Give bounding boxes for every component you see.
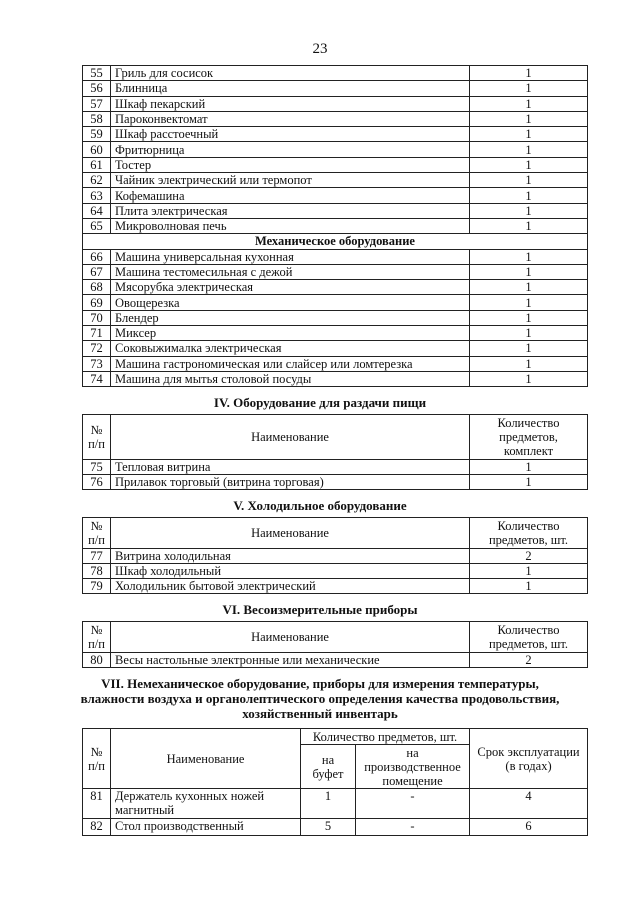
- row-quantity: 1: [470, 188, 588, 203]
- page-number: 23: [312, 41, 328, 57]
- table-row: [83, 653, 588, 668]
- row-quantity: 1: [470, 142, 588, 157]
- header-buffet: на буфет: [301, 745, 356, 789]
- row-number: 64: [83, 203, 111, 218]
- row-number: 60: [83, 142, 111, 157]
- row-number: 73: [83, 356, 111, 371]
- row-name: Машина гастрономическая или слайсер или ломтерезка: [111, 356, 470, 371]
- row-name: Прилавок торговый (витрина торговая): [111, 475, 470, 490]
- header-name: Наименование: [111, 415, 470, 460]
- row-name: Фритюрница: [111, 142, 470, 157]
- row-name: Тепловая витрина: [111, 460, 470, 475]
- row-number: 71: [83, 326, 111, 341]
- row-buffet: 1: [301, 789, 356, 819]
- row-quantity: 1: [470, 371, 588, 386]
- row-quantity: 1: [470, 356, 588, 371]
- table-row: [83, 310, 588, 325]
- table-row: [83, 173, 588, 188]
- table-row: [83, 475, 588, 490]
- row-name: Весы настольные электронные или механические: [111, 653, 470, 668]
- row-number: 80: [83, 653, 111, 668]
- table-row: [83, 127, 588, 142]
- row-quantity: 1: [470, 310, 588, 325]
- row-quantity: 1: [470, 127, 588, 142]
- row-number: 68: [83, 280, 111, 295]
- row-quantity: 1: [470, 460, 588, 475]
- row-number: 78: [83, 564, 111, 579]
- row-number: 61: [83, 157, 111, 172]
- table-row: [83, 280, 588, 295]
- row-number: 62: [83, 173, 111, 188]
- header-number: № п/п: [83, 729, 111, 789]
- header-quantity: Количество предметов, комплект: [470, 415, 588, 460]
- row-name: Чайник электрический или термопот: [111, 173, 470, 188]
- row-quantity: 1: [470, 111, 588, 126]
- section-7-table: [82, 728, 588, 836]
- table-row: [83, 341, 588, 356]
- section-7-title-line3: хозяйственный инвентарь: [242, 706, 398, 721]
- table-row: [83, 142, 588, 157]
- section-4-table: [82, 414, 588, 490]
- row-number: 56: [83, 81, 111, 96]
- row-term: 4: [470, 789, 588, 819]
- row-quantity: 1: [470, 341, 588, 356]
- row-name: Шкаф пекарский: [111, 96, 470, 111]
- row-number: 55: [83, 66, 111, 81]
- row-quantity: 1: [470, 264, 588, 279]
- header-production: на производственное помещение: [356, 745, 470, 789]
- row-quantity: 1: [470, 280, 588, 295]
- row-name: Соковыжималка электрическая: [111, 341, 470, 356]
- section-7-title: [0, 676, 640, 721]
- header-name: Наименование: [111, 729, 301, 789]
- row-name: Плита электрическая: [111, 203, 470, 218]
- row-name: Витрина холодильная: [111, 549, 470, 564]
- row-number: 66: [83, 249, 111, 264]
- row-number: 74: [83, 371, 111, 386]
- table-row: [83, 356, 588, 371]
- section-6-title: VI. Весоизмерительные приборы: [222, 602, 418, 617]
- header-name: Наименование: [111, 518, 470, 549]
- row-name: Машина тестомесильная с дежой: [111, 264, 470, 279]
- row-number: 70: [83, 310, 111, 325]
- row-name: Миксер: [111, 326, 470, 341]
- row-name: Тостер: [111, 157, 470, 172]
- row-name: Стол производственный: [111, 819, 301, 836]
- table-row: [83, 564, 588, 579]
- row-name: Овощерезка: [111, 295, 470, 310]
- section-6-table: [82, 621, 588, 668]
- row-name: Гриль для сосисок: [111, 66, 470, 81]
- subsection-title: Механическое оборудование: [83, 234, 588, 249]
- table-row: [83, 111, 588, 126]
- row-number: 63: [83, 188, 111, 203]
- table-row: [83, 579, 588, 594]
- row-name: Шкаф расстоечный: [111, 127, 470, 142]
- row-quantity: 1: [470, 326, 588, 341]
- row-production: -: [356, 819, 470, 836]
- header-number: № п/п: [83, 518, 111, 549]
- table-row: [83, 460, 588, 475]
- table-row: [83, 326, 588, 341]
- row-number: 65: [83, 218, 111, 233]
- row-name: Шкаф холодильный: [111, 564, 470, 579]
- header-number: № п/п: [83, 622, 111, 653]
- table-row: [83, 264, 588, 279]
- row-number: 58: [83, 111, 111, 126]
- row-quantity: 2: [470, 653, 588, 668]
- row-quantity: 1: [470, 564, 588, 579]
- row-number: 69: [83, 295, 111, 310]
- section-5-table: [82, 517, 588, 594]
- row-name: Держатель кухонных ножей магнитный: [111, 789, 301, 819]
- section-7-title-line2: влажности воздуха и органолептического определения качества продовольствия,: [80, 691, 560, 706]
- row-number: 76: [83, 475, 111, 490]
- row-number: 75: [83, 460, 111, 475]
- section-7-title-line1: VII. Немеханическое оборудование, приборы для измерения температуры,: [101, 676, 539, 691]
- row-number: 59: [83, 127, 111, 142]
- header-quantity-group: Количество предметов, шт.: [301, 729, 470, 745]
- equipment-table: [82, 65, 588, 387]
- header-quantity: Количество предметов, шт.: [470, 622, 588, 653]
- row-number: 57: [83, 96, 111, 111]
- subsection-row: [83, 234, 588, 249]
- row-number: 72: [83, 341, 111, 356]
- table-row: [83, 789, 588, 819]
- row-quantity: 1: [470, 579, 588, 594]
- row-name: Машина для мытья столовой посуды: [111, 371, 470, 386]
- table-row: [83, 188, 588, 203]
- header-quantity: Количество предметов, шт.: [470, 518, 588, 549]
- row-quantity: 1: [470, 81, 588, 96]
- table-row: [83, 218, 588, 233]
- table-row: [83, 371, 588, 386]
- row-quantity: 1: [470, 173, 588, 188]
- row-name: Микроволновая печь: [111, 218, 470, 233]
- table-row: [83, 81, 588, 96]
- row-quantity: 1: [470, 249, 588, 264]
- table-row: [83, 203, 588, 218]
- row-name: Кофемашина: [111, 188, 470, 203]
- row-name: Холодильник бытовой электрический: [111, 579, 470, 594]
- section-5-title: V. Холодильное оборудование: [233, 498, 407, 513]
- row-quantity: 2: [470, 549, 588, 564]
- row-term: 6: [470, 819, 588, 836]
- table-row: [83, 66, 588, 81]
- row-quantity: 1: [470, 203, 588, 218]
- row-quantity: 1: [470, 96, 588, 111]
- row-name: Мясорубка электрическая: [111, 280, 470, 295]
- row-name: Машина универсальная кухонная: [111, 249, 470, 264]
- row-number: 82: [83, 819, 111, 836]
- row-number: 81: [83, 789, 111, 819]
- header-number: № п/п: [83, 415, 111, 460]
- table-row: [83, 249, 588, 264]
- row-quantity: 1: [470, 295, 588, 310]
- table-row: [83, 819, 588, 836]
- row-name: Блендер: [111, 310, 470, 325]
- row-buffet: 5: [301, 819, 356, 836]
- row-number: 77: [83, 549, 111, 564]
- row-quantity: 1: [470, 475, 588, 490]
- header-term: Срок эксплуатации (в годах): [470, 729, 588, 789]
- row-number: 67: [83, 264, 111, 279]
- table-row: [83, 295, 588, 310]
- table-row: [83, 549, 588, 564]
- row-name: Пароконвектомат: [111, 111, 470, 126]
- row-quantity: 1: [470, 66, 588, 81]
- table-row: [83, 157, 588, 172]
- row-name: Блинница: [111, 81, 470, 96]
- row-number: 79: [83, 579, 111, 594]
- row-quantity: 1: [470, 218, 588, 233]
- row-production: -: [356, 789, 470, 819]
- section-4-title: IV. Оборудование для раздачи пищи: [213, 395, 427, 410]
- row-quantity: 1: [470, 157, 588, 172]
- table-row: [83, 96, 588, 111]
- header-name: Наименование: [111, 622, 470, 653]
